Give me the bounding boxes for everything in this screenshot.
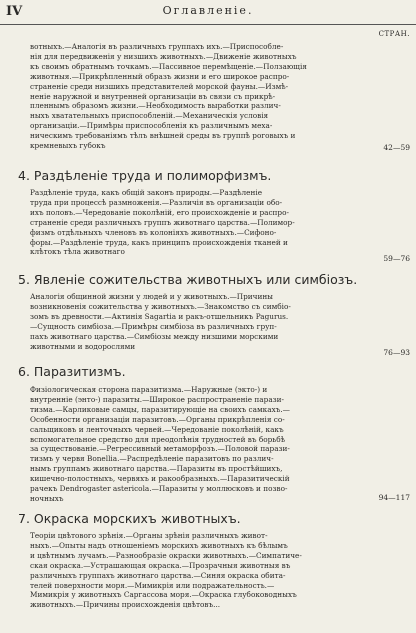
text-line: Мимикрія у животныхъ Саргассова моря.—Окраска глубоководныхъ [30,590,297,600]
text-line: ныхъ.—Опыты надъ отношеніемъ морскихъ животныхъ къ бѣлымъ [30,540,288,550]
running-head: Оглавленіе. [162,4,254,17]
text-line: Теоріи цвѣтового зрѣнія.—Органы зрѣнія различныхъ живот- [30,531,268,540]
text-line: Раздѣленіе труда, какъ общій законъ природы.—Раздѣленіе [30,188,263,197]
entry-description [30,385,356,504]
text-line: пахъ животнаго царства.—Симбіозы между низшими морскими [30,331,279,341]
text-line: ническимъ требованіямъ тѣлъ внѣшней среды въ группѣ роговыхъ и [30,131,296,141]
page-number: IV [6,4,23,19]
text-line: телей поверхности моря.—Мимикрія или подражательность.— [30,580,275,590]
text-line: Особенности организаціи паразитовъ.—Органы прикрѣпленія со- [30,414,285,424]
text-line: пленнымъ образомъ жизни.—Необходимость выработки различ- [30,101,281,111]
text-line: ская окраска.—Устрашающая окраска.—Прозрачныя животныя въ [30,560,291,570]
text-line: нія для передвиженія у низшихъ животныхъ.—Движеніе животныхъ [30,51,297,61]
section-title: 6. Паразитизмъ. [18,364,126,379]
text-line: тизма.—Карликовые самцы, паразитирующіе на своихъ самкахъ.— [30,404,290,414]
entry-description [30,42,356,151]
text-line: страненіе среди различныхъ группъ животнаго царства.—Полимор- [30,217,295,227]
text-line: кишечно-полостныхъ, червяхъ и ракообразныхъ.—Паразитическій [30,474,290,484]
text-line: животными и водорослями [30,341,136,351]
text-line: различныхъ группахъ животнаго царства.—Синяя окраска обита- [30,570,286,580]
page-range: 42—59 [383,143,410,152]
text-line: возникновенія сожительства у животныхъ.—Знакомство съ симбіо- [30,301,291,311]
text-line: кремневыхъ губокъ [30,141,106,151]
text-line: вспомогательное средство для преодолѣнія трудностей въ борьбѣ [30,434,286,444]
header-rule [0,24,416,25]
section-title: 4. Раздѣленіе труда и полиморфизмъ. [18,168,272,183]
page-range: 94—117 [378,493,410,502]
entry-description [30,531,356,610]
text-line: животныхъ.—Причины происхожденія цвѣтовъ... [30,600,221,610]
section-title: 7. Окраска морскихъ животныхъ. [18,511,241,526]
entry-description [30,292,356,351]
text-line: физмъ отдѣльныхъ членовъ въ колоніяхъ животныхъ.—Сифоно- [30,227,277,237]
text-line: неніе наружной и внутренней организаціи въ связи съ прикрѣ- [30,91,276,101]
text-line: за существованіе.—Регрессивный метаморфозъ.—Половой парази- [30,444,290,454]
section-title: 5. Явленіе сожительства животныхъ или симбіозъ. [18,272,358,287]
text-line: сальщиковъ и ленточныхъ червей.—Чередованіе поколѣній, какъ [30,424,284,434]
text-line: Физіологическая сторона паразитизма.—Наружные (экто-) и [30,385,268,394]
text-line: рачекъ Dendrogaster astericola.—Паразиты у моллюсковъ и позво- [30,484,288,494]
text-line: внутренніе (энто-) паразиты.—Широкое распространеніе парази- [30,394,284,404]
text-line: и цвѣтнымъ лучамъ.—Разнообразіе окраски животныхъ.—Симпатиче- [30,550,302,560]
text-line: страненіе среди низшихъ представителей морской фауны.—Измѣ- [30,81,289,91]
text-line: животныя.—Прикрѣпленный образъ жизни и его широкое распро- [30,71,290,81]
text-line: труда при процессѣ размноженія.—Различія въ организаціи обо- [30,197,283,207]
page-range: 76—93 [383,348,410,357]
text-line: тизмъ у червя Bonellia.—Распредѣленіе паразитовъ по различ- [30,454,274,464]
text-line: нымъ группамъ животнаго царства.—Паразиты въ простѣйшихъ, [30,464,283,474]
text-line: форы.—Раздѣленіе труда, какъ принципъ происхожденія тканей и [30,237,288,247]
text-line: вотныхъ.—Аналогія въ различныхъ группахъ ихъ.—Приспособле- [30,42,284,51]
text-line: Аналогія общинной жизни у людей и у животныхъ.—Причины [30,292,273,301]
text-line: организаціи.—Примѣры приспособленія къ различнымъ меха- [30,121,273,131]
page-column-label: СТРАН. [378,30,410,38]
text-line: къ своимъ обратнымъ точкамъ.—Пассивное перемѣщеніе.—Ползающія [30,61,307,71]
entry-description [30,188,356,257]
text-line: ночныхъ [30,493,64,503]
text-line: ихъ половъ.—Чередованіе поколѣній, его происхожденіе и распро- [30,207,289,217]
text-line: зомъ въ древности.—Актинія Sagartia и ракъ-отшельникъ Pagurus. [30,311,289,321]
text-line: ныхъ хватательныхъ приспособленій.—Механическія условія [30,111,269,121]
text-line: —Сущность симбіоза.—Примѣры симбіоза въ различныхъ груп- [30,321,277,331]
page-range: 59—76 [383,254,410,263]
text-line: клѣтокъ тѣла животнаго [30,247,125,257]
